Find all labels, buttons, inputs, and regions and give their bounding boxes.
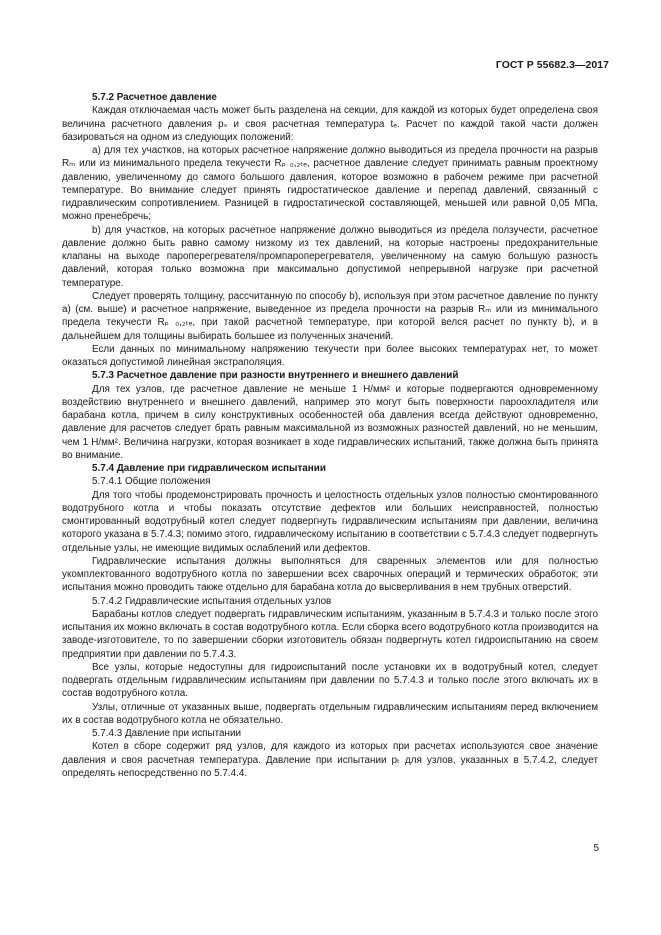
paragraph: Барабаны котлов следует подвергать гидравлическим испытаниям, указанным в 5.7.4.3 и только после этого испытания их можно включать в состав водотрубного котла. Если сборка всего водотрубного котла производится на заводе-изготовителе, то по завершении сборки изготовитель обязан подвергнуть котел гидроиспытанию на своем предприятии при давлении по 5.7.4.3. (62, 608, 598, 660)
paragraph: Узлы, отличные от указанных выше, подвергать отдельным гидравлическим испытаниям перед включением их в состав водотрубного котла не обязательно. (62, 701, 598, 726)
paragraph: b) для участков, на которых расчетное напряжение должно выводиться из предела ползучести, расчетное давление должно быть равно самому низкому из тех давлений, на которые настроены предохранительные клапаны на выходе пароперегревателя/промпароперегревателя, увеличенному на самую большую разность давлений, которая только возможна при максимально допустимой непрерывной нагрузке при расчетной температуре. (62, 224, 598, 289)
paragraph: Следует проверять толщину, рассчитанную по способу b), используя при этом расчетное давление по пункту а) (см. выше) и расчетное напряжение, выведенное из предела прочности на разрыв Rₘ или из минимального предела текучести Rₚ ₀,₂ₜₑ, при такой расчетной температуре, при которой велся расчет по пункту b), и в дальнейшем для толщины выбирать большее из полученных значений. (62, 290, 598, 342)
paragraph: Гидравлические испытания должны выполняться для сваренных элементов или для полностью укомплектованного водотрубного котла по завершении всех сварочных операций и термических обработок; эти испытания можно проводить также отдельно для барабана котла до высверливания в нем трубных отверстий. (62, 555, 598, 594)
paragraph: а) для тех участков, на которых расчетное напряжение должно выводиться из предела прочности на разрыв Rₘ или из минимального предела текучести Rₚ ₀,₂ₜₑ, расчетное давление следует принимать равным проектному давлению, увеличенному до самого большого давления, которое возможно в рабочем режиме при расчетной температуре. Во внимание следует принять гидростатическое давление и перепад давлений, связанный с гидравлическим сопротивлением. Разницей в гидростатической составляющей, меньшей или равной 0,05 МПа, можно пренебречь; (62, 145, 598, 223)
paragraph: Для тех узлов, где расчетное давление не меньше 1 Н/мм² и которые подвергаются одновременному воздействию внутреннего и внешнего давлений, например это могут быть поверхности пароохладителя или барабана котла, причем в силу конструктивных особенностей оба давления всегда действуют одновременно, давление для расчетов следует брать равным максимальной из возможных разностей давлений, но не меньшим, чем 1 Н/мм². Величина нагрузки, которая возникает в ходе гидравлических испытаний, также должна быть принята во внимание. (62, 383, 598, 461)
document-body (62, 91, 598, 780)
section-heading: 5.7.2 Расчетное давление (92, 92, 217, 103)
subsection-heading: 5.7.4.1 Общие положения (92, 476, 211, 488)
section-heading: 5.7.3 Расчетное давление при разности внутреннего и внешнего давлений (92, 370, 459, 382)
paragraph: Все узлы, которые недоступны для гидроиспытаний после установки их в водотрубный котел, следует подвергать отдельным гидравлическим испытаниям при давлении по 5.7.4.3 и только после этого включать их в состав водотрубного котла. (62, 661, 598, 700)
subsection-heading: 5.7.4.3 Давление при испытании (92, 728, 241, 739)
paragraph: Каждая отключаемая часть может быть разделена на секции, для каждой из которых будет определена своя величина расчетного давления pₛ и своя расчетная температура tₑ. Расчет по каждой такой части должен базироваться на одном из следующих положений: (62, 105, 598, 143)
paragraph: Котел в сборе содержит ряд узлов, для каждого из которых при расчетах используются свое значение давления и своя расчетная температура. Давление при испытании pₜ для узлов, указанных в 5.7.4.2, следует определять непосредственно по 5.7.4.4. (62, 741, 598, 779)
page-number: 5 (593, 843, 599, 854)
paragraph: Для того чтобы продемонстрировать прочность и целостность отдельных узлов полностью смонтированного водотрубного котла и чтобы показать отсутствие дефектов или больших неисправностей, полностью смонтированный водотрубный котел следует подвергнуть гидравлическим испытаниям при давлении, величина которого указана в 5.7.4.3; помимо этого, гидравлическому испытанию в соответствии с 5.7.4.3 следует подвергнуть отдельные узлы, не имеющие видимых ослаблений или дефектов. (62, 489, 598, 554)
section-heading: 5.7.4 Давление при гидравлическом испытании (92, 463, 326, 474)
document-header: ГОСТ Р 55682.3—2017 (495, 60, 609, 71)
subsection-heading: 5.7.4.2 Гидравлические испытания отдельных узлов (92, 595, 332, 607)
paragraph: Если данных по минимальному напряжению текучести при более высоких температурах нет, то может оказаться допустимой линейная экстраполяция. (62, 343, 598, 368)
